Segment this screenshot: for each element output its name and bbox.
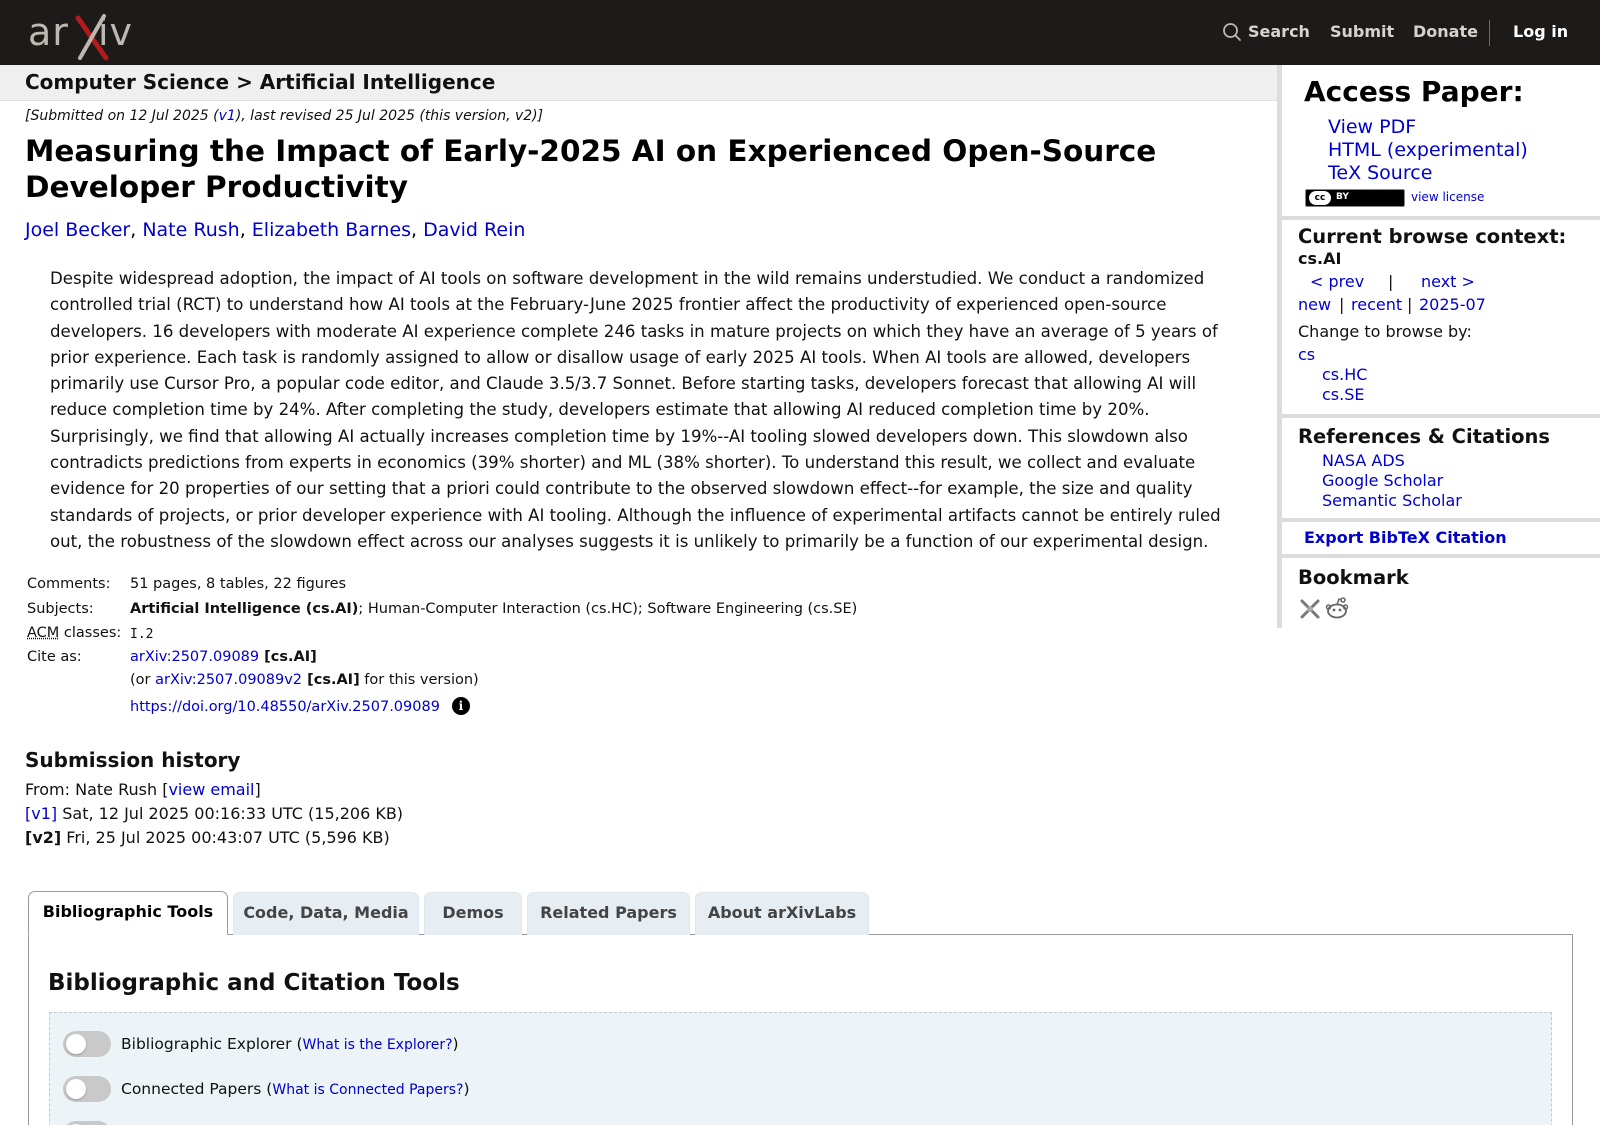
author-link[interactable]: Nate Rush xyxy=(142,219,240,241)
separator: | xyxy=(1407,295,1413,314)
month-link[interactable]: 2025-07 xyxy=(1419,295,1486,314)
bibsonomy-icon[interactable] xyxy=(1299,598,1321,620)
primary-subject: Artificial Intelligence (cs.AI) xyxy=(130,601,359,617)
bibliographic-explorer-toggle[interactable] xyxy=(63,1031,111,1057)
browse-cs-link[interactable]: cs xyxy=(1298,345,1316,364)
submitter-prefix: From: Nate Rush [ xyxy=(25,780,169,799)
export-section xyxy=(1282,522,1600,558)
export-bibtex-link[interactable]: Export BibTeX Citation xyxy=(1304,528,1507,547)
info-icon[interactable]: i xyxy=(452,697,470,715)
what-is-explorer-link[interactable]: What is the Explorer? xyxy=(302,1037,453,1053)
nav-login-link[interactable]: Log in xyxy=(1513,22,1569,41)
tool-name: Connected Papers xyxy=(121,1080,262,1098)
comments-label: Comments: xyxy=(27,576,111,592)
author-link[interactable]: Joel Becker xyxy=(25,219,131,241)
semantic-scholar-link[interactable]: Semantic Scholar xyxy=(1322,491,1462,510)
acm-label xyxy=(27,625,121,641)
top-header xyxy=(0,0,1600,65)
tool-name: Bibliographic Explorer xyxy=(121,1035,292,1053)
third-tool-toggle[interactable] xyxy=(63,1121,111,1125)
nav-submit-link[interactable]: Submit xyxy=(1330,22,1395,41)
view-email-link[interactable]: view email xyxy=(168,780,255,799)
breadcrumb-bar xyxy=(0,65,1277,101)
submitted-suffix: ), last revised 25 Jul 2025 (this version, v2)] xyxy=(235,108,544,124)
browse-cs-hc-link[interactable]: cs.HC xyxy=(1322,365,1368,384)
next-link[interactable]: next > xyxy=(1421,272,1475,291)
submission-date-line xyxy=(25,108,543,124)
browse-context-value: cs.AI xyxy=(1298,249,1342,268)
submitted-v1-link[interactable]: v1 xyxy=(218,108,236,124)
submitter-line xyxy=(25,780,261,799)
version-v1-link[interactable]: [v1] xyxy=(25,804,58,823)
browse-cs-se-link[interactable]: cs.SE xyxy=(1322,385,1365,404)
what-is-connected-papers-link[interactable]: What is Connected Papers? xyxy=(272,1082,464,1098)
cite-category: [cs.AI] xyxy=(259,649,317,665)
prev-link[interactable]: < prev xyxy=(1310,272,1365,291)
recent-link[interactable]: recent xyxy=(1351,295,1403,314)
cite-version-link[interactable]: arXiv:2507.09089v2 xyxy=(155,672,303,688)
bookmark-heading: Bookmark xyxy=(1298,566,1409,589)
cite-version-suffix: for this version) xyxy=(359,672,479,688)
browse-context-section xyxy=(1282,220,1600,418)
subjects-label: Subjects: xyxy=(27,601,94,617)
cc-icon: cc xyxy=(1309,191,1331,205)
nav-divider xyxy=(1489,20,1490,46)
tab-about-arxivlabs[interactable]: About arXivLabs xyxy=(695,892,869,935)
tab-demos[interactable]: Demos xyxy=(424,892,522,935)
subjects-value xyxy=(130,601,857,617)
cite-arxiv-link[interactable]: arXiv:2507.09089 xyxy=(130,649,260,665)
version-v2-line xyxy=(25,828,390,847)
by-icon: BY xyxy=(1336,192,1349,202)
connected-papers-label: Connected Papers (What is Connected Papers?) xyxy=(121,1080,470,1098)
acm-value: I.2 xyxy=(130,627,154,642)
author-link[interactable]: David Rein xyxy=(423,219,526,241)
submission-history-heading: Submission history xyxy=(25,748,241,772)
cite-label: Cite as: xyxy=(27,649,82,665)
tab-related-papers[interactable]: Related Papers xyxy=(527,892,690,935)
prev-next-separator: | xyxy=(1388,272,1394,291)
version-v1-details: Sat, 12 Jul 2025 00:16:33 UTC (15,206 KB) xyxy=(57,804,404,823)
access-paper-section xyxy=(1282,65,1600,220)
nasa-ads-link[interactable]: NASA ADS xyxy=(1322,451,1405,470)
separator: | xyxy=(1339,295,1345,314)
connected-papers-toggle[interactable] xyxy=(63,1076,111,1102)
search-icon[interactable] xyxy=(1222,22,1242,42)
cite-version-prefix: (or xyxy=(130,672,156,688)
tab-code-data-media[interactable]: Code, Data, Media xyxy=(233,892,419,935)
submitter-suffix: ] xyxy=(254,780,261,799)
doi-link[interactable]: https://doi.org/10.48550/arXiv.2507.09089 xyxy=(130,699,440,715)
breadcrumb: Computer Science > Artificial Intelligence xyxy=(25,70,496,94)
author-list: Joel Becker, Nate Rush, Elizabeth Barnes, David Rein xyxy=(25,219,526,241)
doi-line xyxy=(130,697,470,715)
version-v1-line xyxy=(25,804,403,823)
references-section xyxy=(1282,418,1600,522)
reddit-icon[interactable] xyxy=(1325,596,1349,620)
version-v2-label: [v2] xyxy=(25,828,62,847)
secondary-subjects: ; Human-Computer Interaction (cs.HC); Software Engineering (cs.SE) xyxy=(358,601,858,617)
nav-search-link[interactable]: Search xyxy=(1248,22,1310,41)
view-pdf-link[interactable]: View PDF xyxy=(1328,116,1417,138)
comments-value: 51 pages, 8 tables, 22 figures xyxy=(130,576,347,592)
access-paper-heading: Access Paper: xyxy=(1304,75,1524,108)
tex-source-link[interactable]: TeX Source xyxy=(1328,162,1433,184)
author-link[interactable]: Elizabeth Barnes xyxy=(251,219,412,241)
cite-version-category: [cs.AI] xyxy=(302,672,360,688)
tools-box xyxy=(49,1012,1552,1125)
html-experimental-link[interactable]: HTML (experimental) xyxy=(1328,139,1528,161)
browse-context-heading: Current browse context: xyxy=(1298,225,1567,248)
bookmark-section xyxy=(1282,558,1600,628)
right-sidebar xyxy=(1277,65,1600,628)
tools-heading: Bibliographic and Citation Tools xyxy=(48,970,460,996)
version-v2-details: Fri, 25 Jul 2025 00:43:07 UTC (5,596 KB) xyxy=(61,828,390,847)
logo-text-left: ar xyxy=(28,10,69,54)
change-browse-label: Change to browse by: xyxy=(1298,322,1472,341)
abstract: Despite widespread adoption, the impact of AI tools on software development in the wild remains understudied. We conduct a randomized controlled trial (RCT) to understand how AI tools at the February-June 2025 frontier affect the productivity of experienced open-source developers. 16 developers with moderate AI experience complete 246 tasks in mature projects on which they have an average of 5 years of prior experience. Each task is randomly assigned to allow or disallow usage of early 2025 AI tools. When AI tools are allowed, developers primarily use Cursor Pro, a popular code editor, and Claude 3.5/3.7 Sonnet. Before starting tasks, developers forecast that allowing AI will reduce completion time by 24%. After completing the study, developers estimate that allowing AI reduced completion time by 20%. Surprisingly, we find that allowing AI actually increases completion time by 19%--AI tooling slowed developers down. This slowdown also contradicts predictions from experts in economics (39% shorter) and ML (38% shorter). To understand this result, we collect and evaluate evidence for 20 properties of our setting that a priori could contribute to the observed slowdown effect--for example, the size and quality standards of projects, or prior developer experience with AI tooling. Although the influence of experimental artifacts cannot be entirely ruled out, the robustness of the slowdown effect across our analyses suggests it is unlikely to primarily be a function of our experimental design. xyxy=(50,269,1221,551)
paper-title: Measuring the Impact of Early-2025 AI on Experienced Open-Source Developer Productivity xyxy=(25,134,1157,204)
tab-bibliographic-tools[interactable]: Bibliographic Tools xyxy=(28,891,228,935)
google-scholar-link[interactable]: Google Scholar xyxy=(1322,471,1444,490)
acm-abbr: ACM xyxy=(27,625,60,641)
cc-by-license-badge[interactable] xyxy=(1305,189,1405,207)
cite-version-value xyxy=(130,672,479,688)
bibliographic-explorer-label: Bibliographic Explorer (What is the Explorer?) xyxy=(121,1035,459,1053)
cite-value xyxy=(130,649,317,665)
arxiv-logo[interactable] xyxy=(28,10,140,56)
references-heading: References & Citations xyxy=(1298,425,1551,448)
new-link[interactable]: new xyxy=(1298,295,1332,314)
acm-label-rest: classes: xyxy=(59,625,122,641)
submitted-prefix: [Submitted on 12 Jul 2025 ( xyxy=(25,108,219,124)
logo-text-right: iv xyxy=(98,10,134,54)
view-license-link[interactable]: view license xyxy=(1411,190,1485,204)
nav-donate-link[interactable]: Donate xyxy=(1413,22,1478,41)
